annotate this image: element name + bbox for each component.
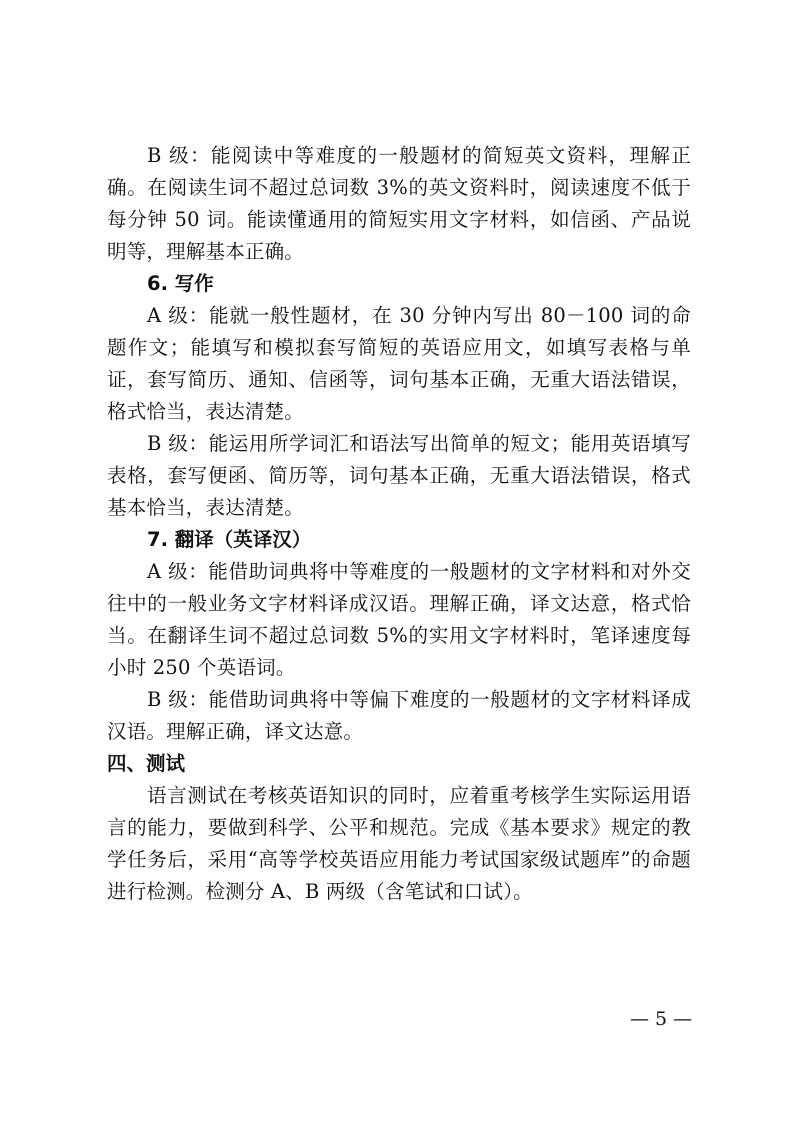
paragraph-reading-level-b: B 级：能阅读中等难度的一般题材的简短英文资料，理解正确。在阅读生词不超过总词数 3%的英文资料时，阅读速度不低于每分钟 50 词。能读懂通用的简短实用文字材料，如信函、产品说明等，理解基本正确。: [107, 144, 691, 263]
section-heading-translation: 7. 翻译（英译汉）: [147, 528, 312, 551]
page-number: — 5 —: [630, 1008, 693, 1030]
paragraph-translation-level-a: A 级：能借助词典将中等难度的一般题材的文字材料和对外交往中的一般业务文字材料译成汉语。理解正确，译文达意，格式恰当。在翻译生词不超过总词数 5%的实用文字材料时，笔译速度每小时 250 个英语词。: [107, 560, 691, 679]
paragraph-translation-level-b: B 级：能借助词典将中等偏下难度的一般题材的文字材料译成汉语。理解正确，译文达意。: [107, 688, 691, 743]
paragraph-writing-level-b: B 级：能运用所学词汇和语法写出简单的短文；能用英语填写表格，套写便函、简历等，词句基本正确，无重大语法错误，格式基本恰当，表达清楚。: [107, 432, 691, 519]
section-heading-writing: 6. 写作: [147, 272, 214, 295]
document-body: [107, 140, 691, 908]
paragraph-testing: 语言测试在考核英语知识的同时，应着重考核学生实际运用语言的能力，要做到科学、公平和规范。完成《基本要求》规定的教学任务后，采用“高等学校英语应用能力考试国家级试题库”的命题进行检测。检测分 A、B 两级（含笔试和口试）。: [107, 784, 691, 903]
section-heading-testing: 四、测试: [107, 752, 186, 775]
paragraph-writing-level-a: A 级：能就一般性题材，在 30 分钟内写出 80－100 词的命题作文；能填写和模拟套写简短的英语应用文，如填写表格与单证，套写简历、通知、信函等，词句基本正确，无重大语法错误，格式恰当，表达清楚。: [107, 304, 691, 423]
